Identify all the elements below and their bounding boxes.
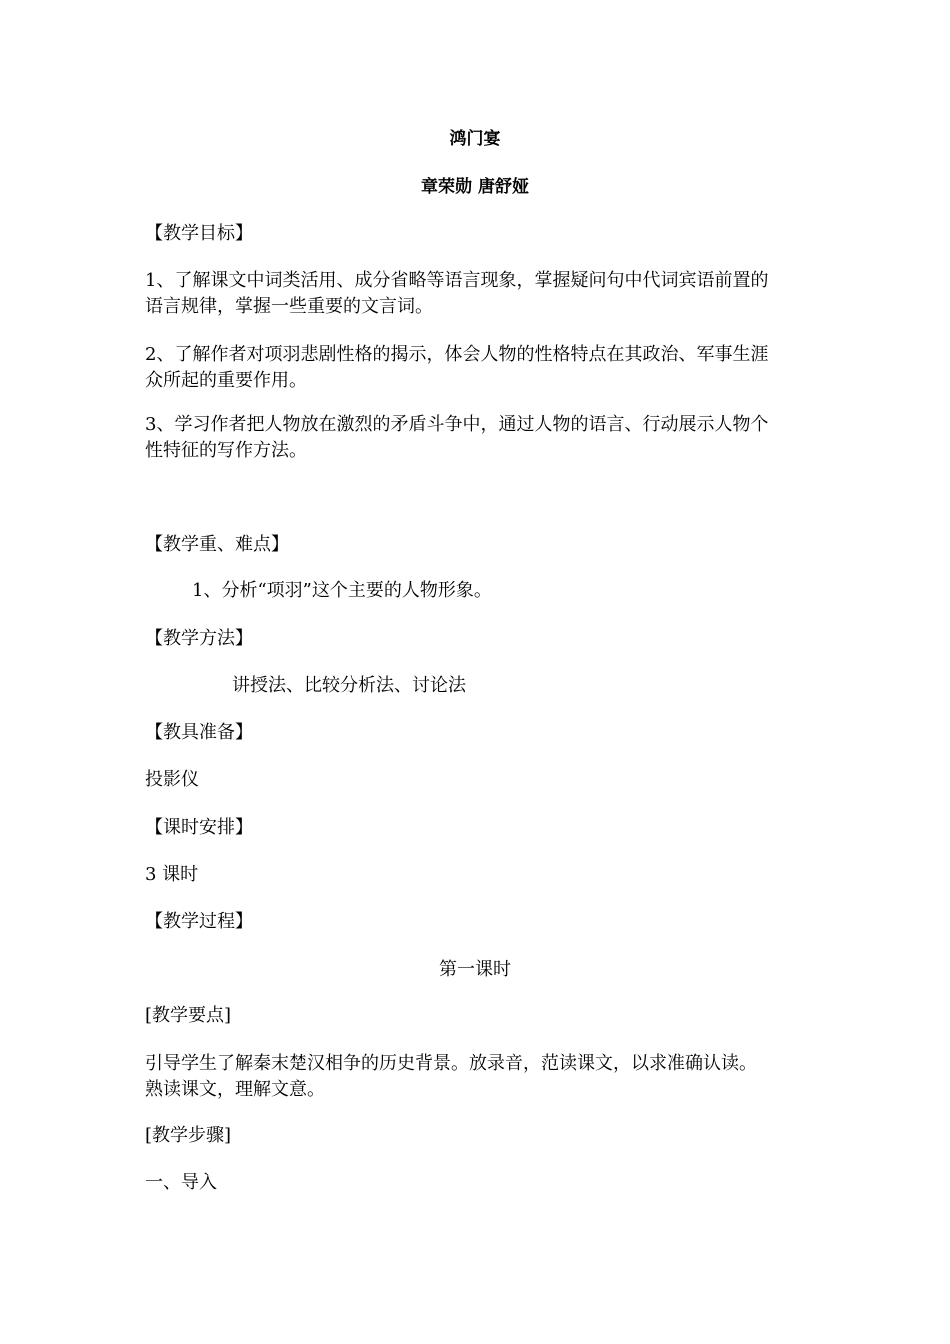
authors: 章荣勋 唐舒娅 bbox=[421, 177, 529, 197]
key-point-1: 1、分析“项羽”这个主要的人物形象。 bbox=[192, 580, 492, 601]
lesson-title: 第一课时 bbox=[439, 959, 511, 980]
objectives-heading: 【教学目标】 bbox=[145, 223, 253, 244]
objective-2-line-2: 众所起的重要作用。 bbox=[145, 370, 307, 391]
methods-heading: 【教学方法】 bbox=[145, 628, 253, 649]
tools-text: 投影仪 bbox=[145, 769, 199, 790]
objective-1-line-2: 语言规律，掌握一些重要的文言词。 bbox=[145, 296, 433, 317]
key-points-heading: 【教学重、难点】 bbox=[145, 534, 289, 555]
methods-text: 讲授法、比较分析法、讨论法 bbox=[232, 675, 466, 696]
objective-2-line-1: 2、了解作者对项羽悲剧性格的揭示，体会人物的性格特点在其政治、军事生涯 bbox=[145, 344, 769, 365]
schedule-text: 3 课时 bbox=[145, 864, 199, 885]
objective-3-line-1: 3、学习作者把人物放在激烈的矛盾斗争中，通过人物的语言、行动展示人物个 bbox=[145, 414, 769, 435]
document-title: 鸿门宴 bbox=[449, 129, 501, 149]
teaching-steps-heading: [教学步骤] bbox=[145, 1125, 232, 1146]
step-1-intro: 一、导入 bbox=[145, 1172, 217, 1193]
schedule-heading: 【课时安排】 bbox=[145, 817, 253, 838]
teaching-points-line-2: 熟读课文，理解文意。 bbox=[145, 1079, 325, 1100]
objective-1-line-1: 1、了解课文中词类活用、成分省略等语言现象，掌握疑问句中代词宾语前置的 bbox=[145, 270, 769, 291]
objective-3-line-2: 性特征的写作方法。 bbox=[145, 440, 307, 461]
teaching-points-line-1: 引导学生了解秦末楚汉相争的历史背景。放录音，范读课文，以求准确认读。 bbox=[145, 1053, 757, 1074]
teaching-points-heading: [教学要点] bbox=[145, 1005, 232, 1026]
process-heading: 【教学过程】 bbox=[145, 911, 253, 932]
tools-heading: 【教具准备】 bbox=[145, 722, 253, 743]
